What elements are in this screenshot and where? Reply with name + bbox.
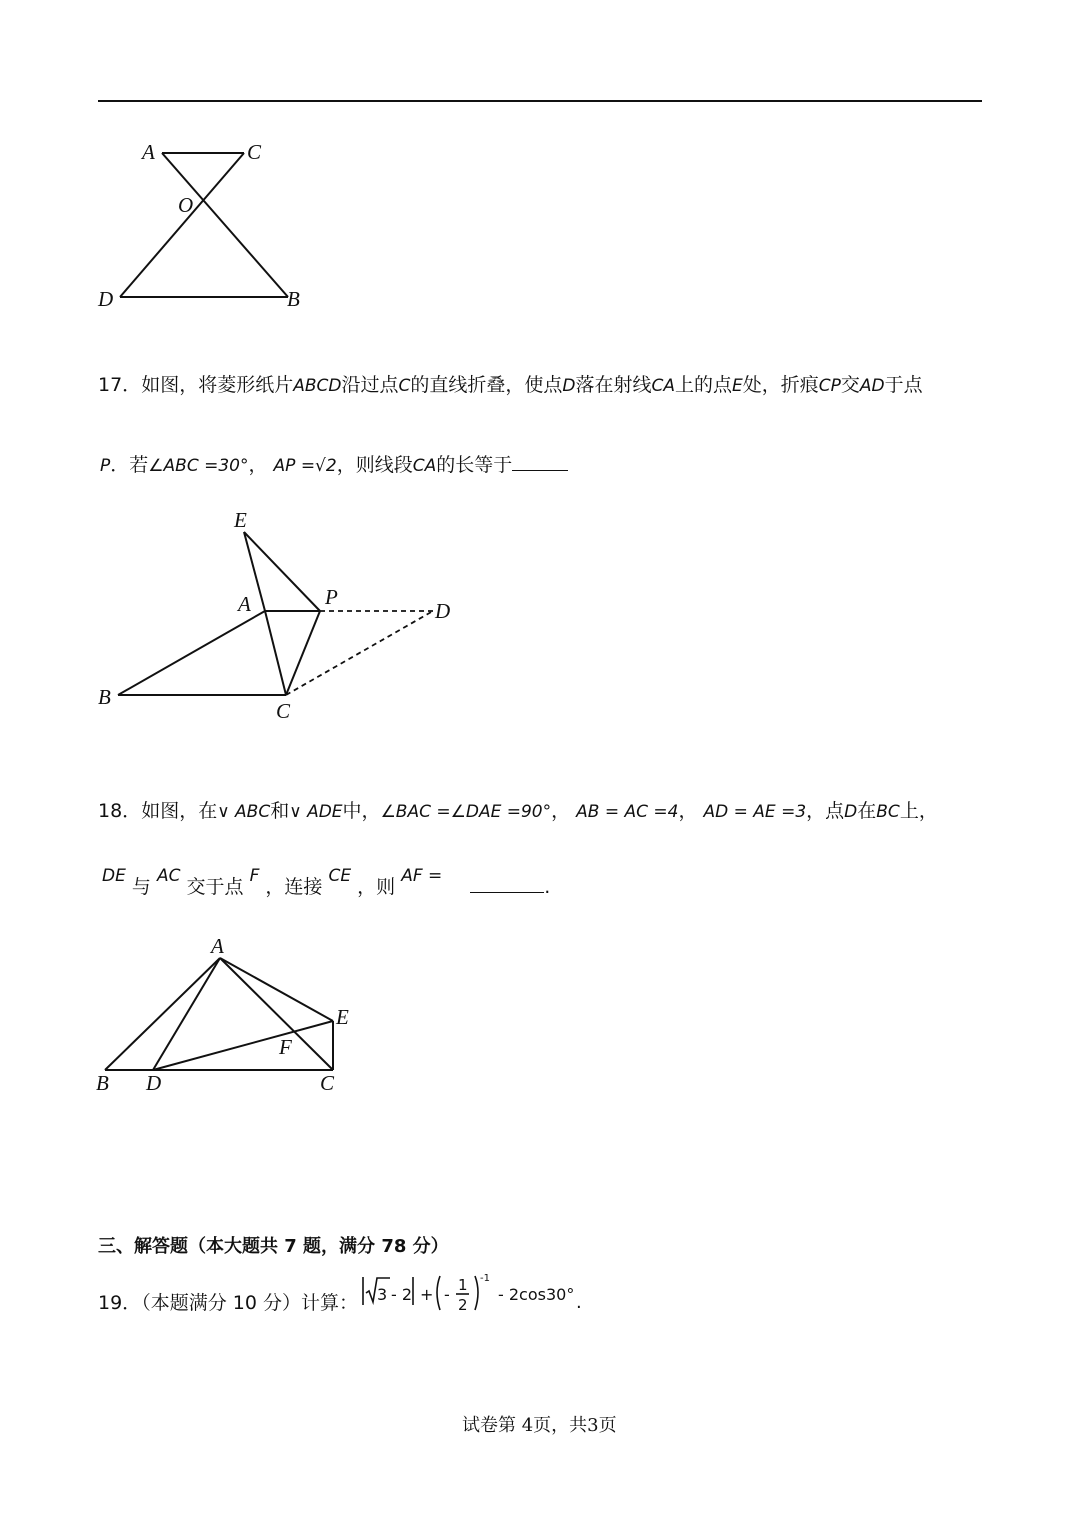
q18-text: ，则 (357, 876, 396, 898)
q18-math: AF = (401, 866, 443, 886)
q17-text: 沿过点 (341, 374, 399, 396)
q18-math: AB = AC =4 (576, 802, 679, 822)
q18-math: D (844, 802, 858, 822)
q18-line1 (98, 796, 938, 823)
figure-q18 (90, 932, 370, 1097)
q17-text: 于点 (884, 374, 923, 396)
q19-end: . (576, 1292, 582, 1313)
q18-text: 上， (899, 800, 938, 822)
q18-text: 在 (857, 800, 877, 822)
segment-ae (220, 958, 333, 1021)
q18-text: 如图，在 (141, 800, 218, 822)
q18-answer-blank[interactable] (470, 874, 544, 893)
q18-text: ，点 (806, 800, 845, 822)
q19-tail: - 2cos30° (498, 1285, 575, 1304)
label-b: B (96, 1071, 109, 1095)
q17-answer-blank[interactable] (512, 452, 568, 471)
q18-text: ， (551, 800, 571, 822)
q18-angle: ∠BAC =∠DAE =90° (380, 802, 552, 822)
segment-ac (220, 958, 333, 1070)
label-b: B (287, 287, 300, 311)
q18-math: ∨ ABC (217, 802, 271, 822)
label-p: P (325, 585, 338, 609)
label-a: A (142, 140, 155, 164)
q19-expression (358, 1270, 593, 1320)
q18-text: 与 (131, 876, 151, 898)
q18-line2 (102, 866, 550, 906)
q19-neg: - (444, 1285, 450, 1304)
label-c: C (276, 699, 291, 723)
segment-pc (286, 611, 320, 695)
q19-plus: + (420, 1285, 434, 1304)
top-rule (98, 100, 982, 102)
label-c: C (247, 140, 262, 164)
q17-math: C (398, 376, 411, 396)
q17-text: 上的点 (674, 374, 732, 396)
q18-math: AC (156, 866, 181, 886)
label-o: O (178, 193, 194, 217)
q17-line1 (98, 370, 923, 397)
q19-text: （本题满分 10 分）计算： (141, 1292, 358, 1314)
q18-text: 和 (270, 800, 290, 822)
q17-text: ， (248, 454, 268, 476)
label-d: D (146, 1071, 162, 1095)
q18-math: F (249, 866, 260, 886)
q17-math: D (562, 376, 576, 396)
q18-text: 中， (342, 800, 381, 822)
page-footer: 试卷第 4页，共3页 (462, 1415, 617, 1436)
q18-math: CE (328, 866, 352, 886)
section-heading: 三、解答题（本大题共 7 题，满分 78 分） (98, 1236, 449, 1257)
label-f: F (279, 1035, 292, 1059)
figure-q16 (90, 135, 330, 320)
label-a: A (211, 934, 224, 958)
q17-text: 的长等于 (436, 454, 513, 476)
q18-number: 18． (98, 800, 142, 822)
q17-angle: ∠ABC =30° (148, 456, 249, 476)
q17-math: CA (651, 376, 675, 396)
q17-text: 落在射线 (575, 374, 652, 396)
q17-text: ，则线段 (336, 454, 413, 476)
q18-math: BC (876, 802, 900, 822)
q18-text: ，连接 (265, 876, 323, 898)
q17-number: 17． (98, 374, 142, 396)
q17-text: 的直线折叠，使点 (410, 374, 563, 396)
q19-line (98, 1288, 358, 1315)
segment-ab (118, 611, 265, 695)
q17-math: P (100, 456, 111, 476)
label-b: B (98, 685, 111, 709)
dashed-cd (286, 611, 433, 695)
segment-ac (265, 611, 286, 695)
q19-one: 1 (458, 1276, 468, 1294)
q19-rad: 3 (377, 1285, 388, 1304)
q17-math: ABCD (293, 376, 342, 396)
q18-math: DE (102, 866, 126, 886)
figure-q17 (90, 505, 470, 730)
q18-text: 交于点 (186, 876, 244, 898)
q17-math: AD (859, 376, 885, 396)
q17-ap: AP =√2 (273, 456, 337, 476)
q17-math: CA (412, 456, 437, 476)
label-d: D (435, 599, 451, 623)
segment-de (153, 1021, 333, 1070)
q19-two: 2 (458, 1296, 468, 1314)
label-c: C (320, 1071, 335, 1095)
label-e: E (234, 508, 247, 532)
q18-text: . (544, 876, 551, 898)
label-a: A (238, 592, 251, 616)
paren-right (475, 1276, 478, 1310)
q19-minus2: - 2 (391, 1285, 413, 1304)
q18-math: ∨ ADE (289, 802, 343, 822)
q17-text: 处，折痕 (742, 374, 819, 396)
q19-number: 19． (98, 1292, 142, 1314)
q18-math: AD = AE =3 (703, 802, 807, 822)
q17-math: CP (818, 376, 841, 396)
q19-exp: -1 (480, 1273, 490, 1284)
q18-text: ， (678, 800, 698, 822)
paren-left (437, 1276, 440, 1310)
label-e: E (336, 1005, 349, 1029)
label-d: D (98, 287, 114, 311)
q17-text: 如图，将菱形纸片 (141, 374, 294, 396)
q17-text: ．若 (110, 454, 149, 476)
q17-math: E (732, 376, 743, 396)
q17-line2 (100, 450, 568, 477)
q17-text: 交 (840, 374, 860, 396)
